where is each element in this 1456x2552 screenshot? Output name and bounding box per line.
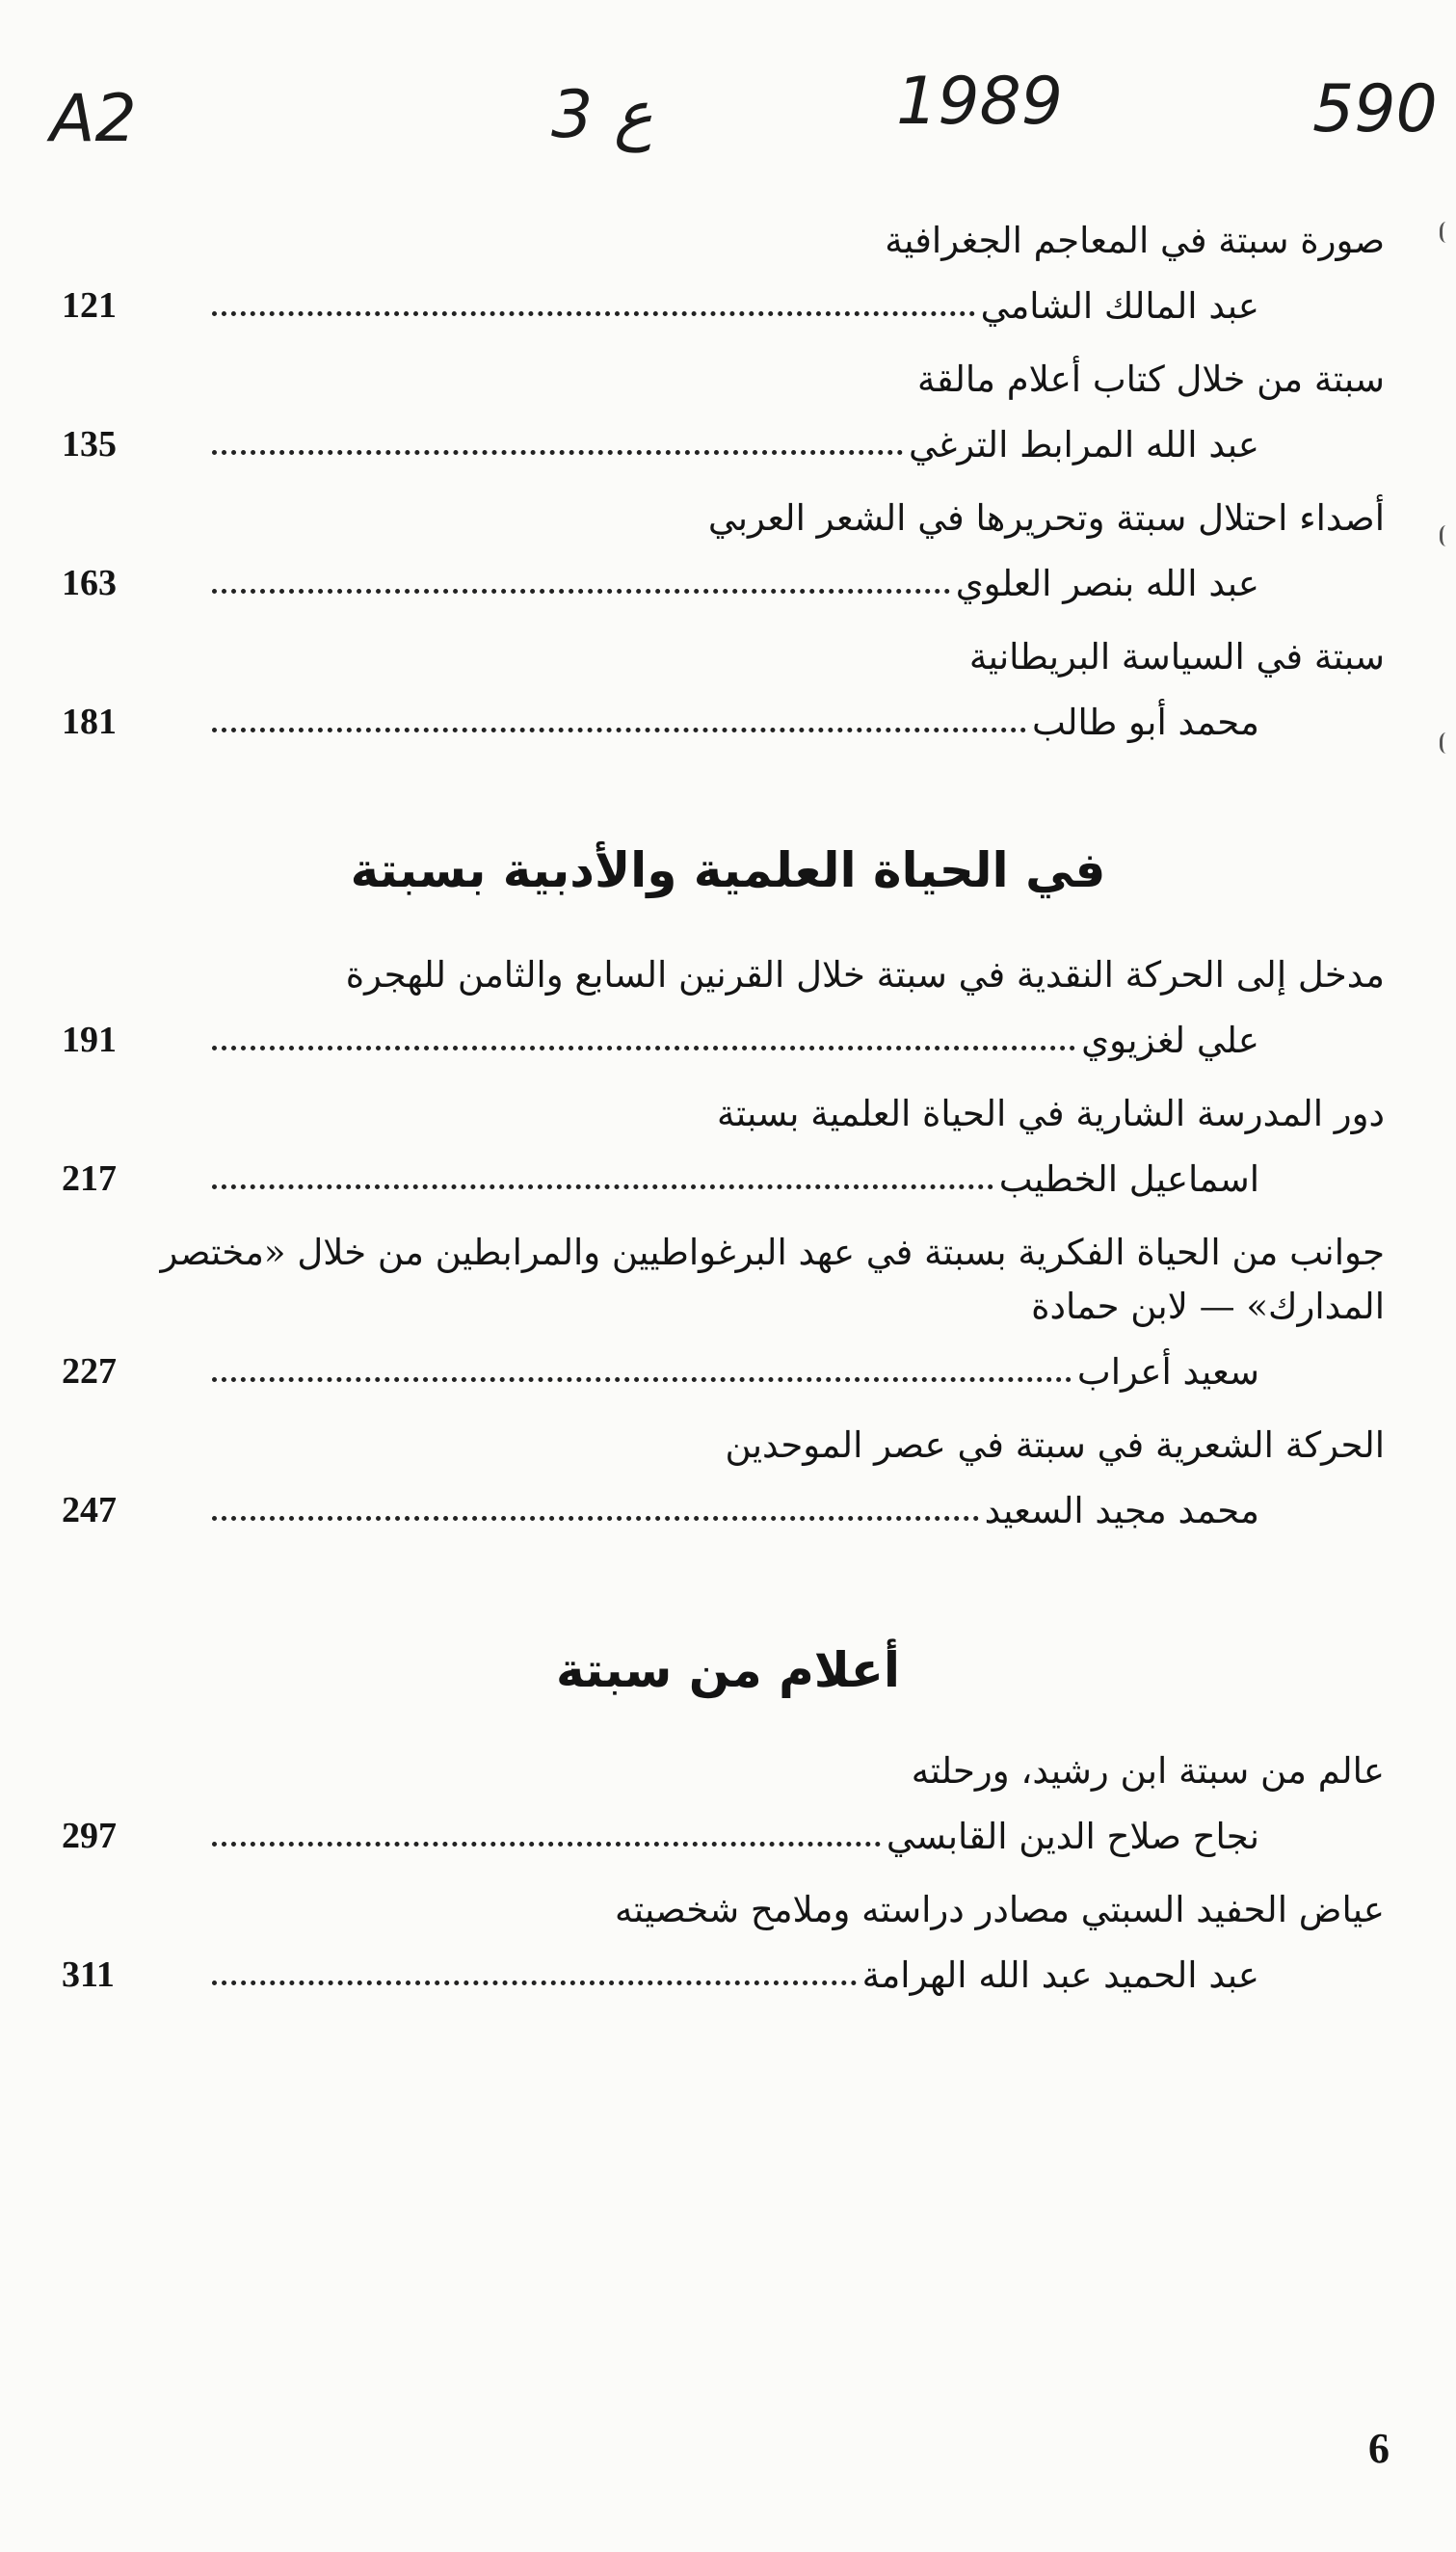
- dot-leader: [212, 1842, 881, 1847]
- handwritten-year: 1989: [896, 64, 1064, 140]
- margin-mark: [1440, 525, 1456, 546]
- toc-entry[interactable]: [62, 1226, 1394, 1393]
- dot-leader: [212, 311, 975, 316]
- entry-page-number: 191: [62, 1020, 117, 1060]
- entry-author-line: [62, 1141, 1394, 1200]
- section-heading: في الحياة العلمية والأدبية بسبتة: [350, 842, 1106, 898]
- entry-author: محمد أبو طالب: [1031, 702, 1259, 743]
- entry-author-line: [62, 1002, 1394, 1061]
- dot-leader: [212, 1184, 993, 1189]
- entry-title: عياض الحفيد السبتي مصادر دراسته وملامح شخصيته: [614, 1889, 1385, 1930]
- entry-title: الحركة الشعرية في سبتة في عصر الموحدين: [725, 1424, 1385, 1466]
- entry-author-line: [62, 1798, 1394, 1857]
- page-number: 6: [1368, 2425, 1390, 2472]
- toc-entry[interactable]: [62, 1744, 1394, 1857]
- entry-page-number: 227: [62, 1351, 117, 1392]
- entry-title: سبتة من خلال كتاب أعلام مالقة: [917, 359, 1385, 400]
- toc-entry[interactable]: [62, 1419, 1394, 1529]
- entry-title: أصداء احتلال سبتة وتحريرها في الشعر العربي: [707, 497, 1385, 539]
- toc-entry[interactable]: [62, 948, 1394, 1061]
- entry-author-line: [62, 407, 1394, 463]
- entry-author-line: [62, 545, 1394, 604]
- entry-title: عالم من سبتة ابن رشيد، ورحلته: [911, 1750, 1385, 1792]
- toc-entry[interactable]: [62, 492, 1394, 604]
- entry-author: علي لغزيوي: [1081, 1020, 1259, 1061]
- dot-leader: [212, 1046, 1075, 1050]
- entry-title: مدخل إلى الحركة النقدية في سبتة خلال القرنين السابع والثامن للهجرة: [345, 954, 1385, 996]
- entry-page-number: 297: [62, 1816, 117, 1856]
- entry-author: عبد الحميد عبد الله الهرامة: [861, 1954, 1259, 1996]
- entry-author-line: [62, 1334, 1394, 1393]
- entry-author-line: [62, 684, 1394, 743]
- margin-mark: [1440, 732, 1456, 754]
- entry-author: عبد المالك الشامي: [980, 285, 1259, 327]
- margin-mark: [1440, 222, 1456, 243]
- entry-title: صورة سبتة في المعاجم الجغرافية: [885, 220, 1385, 261]
- entry-page-number: 181: [62, 702, 117, 742]
- toc-entry[interactable]: [62, 630, 1394, 743]
- dot-leader: [212, 1980, 857, 1985]
- dot-leader: [212, 1516, 979, 1521]
- entry-author-line: [62, 268, 1394, 327]
- dot-leader: [212, 728, 1026, 732]
- entry-title: دور المدرسة الشارية في الحياة العلمية بسبتة: [717, 1093, 1385, 1134]
- toc-entry[interactable]: [62, 353, 1394, 463]
- entry-author: عبد الله بنصر العلوي: [955, 563, 1259, 604]
- dot-leader: [212, 1377, 1072, 1382]
- entry-author-line: [62, 1473, 1394, 1529]
- handwritten-number: 590: [1312, 71, 1438, 147]
- entry-page-number: 217: [62, 1158, 117, 1199]
- entry-page-number: 135: [62, 424, 117, 465]
- section-heading: أعلام من سبتة: [556, 1642, 900, 1698]
- toc-entry[interactable]: [62, 1087, 1394, 1200]
- dot-leader: [212, 589, 950, 594]
- dot-leader: [212, 450, 903, 455]
- toc-entry[interactable]: [62, 1883, 1394, 1996]
- entry-author: عبد الله المرابط الترغي: [909, 424, 1259, 465]
- toc-entry[interactable]: [62, 214, 1394, 327]
- entry-author: نجاح صلاح الدين القابسي: [886, 1816, 1259, 1857]
- handwritten-code: A2: [50, 81, 137, 157]
- entry-author-line: [62, 1937, 1394, 1996]
- entry-page-number: 121: [62, 285, 117, 326]
- entry-page-number: 163: [62, 563, 117, 603]
- entry-page-number: 311: [62, 1954, 115, 1995]
- entry-page-number: 247: [62, 1490, 117, 1530]
- entry-title: جوانب من الحياة الفكرية بسبتة في عهد البرغواطيين والمرابطين من خلال «مختصر المدارك» — لابن حمادة: [160, 1232, 1385, 1327]
- entry-author: سعيد أعراب: [1076, 1351, 1259, 1393]
- handwritten-issue: 3 ع: [551, 77, 653, 153]
- table-of-contents: [62, 214, 1394, 2022]
- entry-title: سبتة في السياسة البريطانية: [968, 636, 1385, 678]
- entry-author: محمد مجيد السعيد: [984, 1490, 1259, 1531]
- entry-author: اسماعيل الخطيب: [998, 1158, 1259, 1200]
